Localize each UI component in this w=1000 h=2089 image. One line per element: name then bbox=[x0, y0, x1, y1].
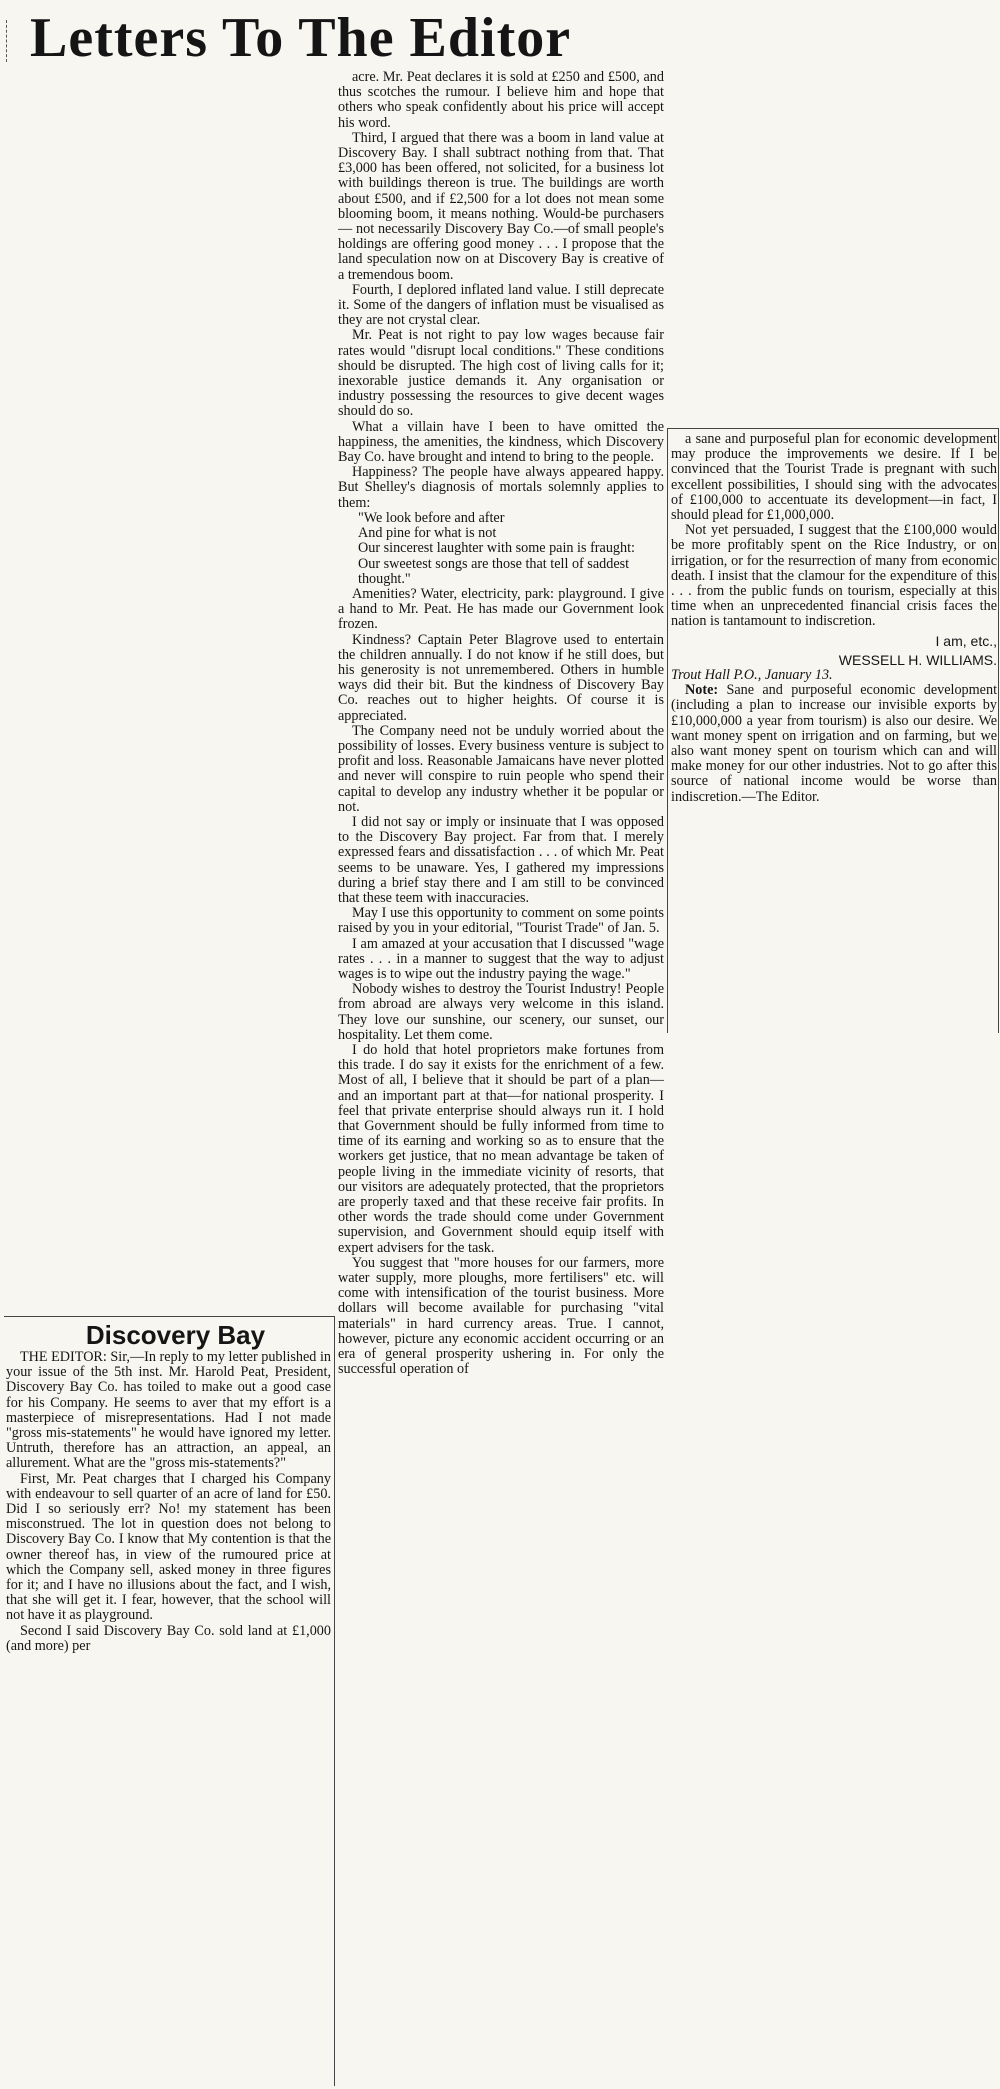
letter-signature: WESSELL H. WILLIAMS. bbox=[838, 651, 997, 668]
letter-paragraph: I did not say or imply or insinuate that I was opposed to the Discovery Bay project. Far from that. I merely expressed fears and dissatisfaction . . . of which Mr. Peat seems to be unaware. Yes, I gathered my impressions during a brief stay there and I am still to be convinced that these teem with inaccuracies. bbox=[338, 813, 664, 906]
letter-paragraph: May I use this opportunity to comment on some points raised by you in your editorial, "Tourist Trade" of Jan. 5. bbox=[338, 905, 664, 937]
verse-line: "We look before and after bbox=[358, 509, 505, 526]
letter-paragraph: First, Mr. Peat charges that I charged his Company with endeavour to sell quarter of an acre of land for £50. Did I so seriously err? No! my statement has been misconstrued. The lot in question does not belong to Discovery Bay Co. I know that My contention is that the owner thereof has, in view of the rumoured price at which the Company sell, asked money in three figures for it; and I have no illusions about the fact, and I wish, that she will get it. I fear, however, that the school will not have it as playground. bbox=[6, 1470, 331, 1624]
letter-paragraph: acre. Mr. Peat declares it is sold at £250 and £500, and thus scotches the rumour. I believe him and hope that others who speak confidently about his price will accept his word. bbox=[338, 70, 664, 131]
letter-dateline: Trout Hall P.O., January 13. bbox=[671, 667, 833, 684]
letter-paragraph: The Company need not be unduly worried about the possibility of losses. Every business venture is subject to profit and loss. Reasonable Jamaicans have never plotted and never will conspire to ruin people who spend their capital to develop any industry whether it be popular or not. bbox=[338, 722, 664, 815]
letter-paragraph: I am amazed at your accusation that I discussed "wage rates . . . in a manner to suggest that the way to adjust wages is to wipe out the industry paying the wage." bbox=[338, 935, 664, 982]
letter-paragraph: What a villain have I been to have omitted the happiness, the amenities, the kindness, which Discovery Bay Co. have brought and intend to bring to the people. bbox=[338, 418, 664, 466]
middle-column-divider bbox=[667, 428, 668, 1033]
letter-paragraph: Nobody wishes to destroy the Tourist Industry! People from abroad are always very welcome in this island. They love our sunshine, our scenery, our sunset, our hospitality. Let them come. bbox=[338, 981, 664, 1043]
editor-note bbox=[671, 683, 997, 805]
article-heading: Discovery Bay bbox=[85, 1320, 266, 1350]
letter-paragraph: Happiness? The people have always appeared happy. But Shelley's diagnosis of mortals solemnly applies to them: bbox=[338, 464, 664, 511]
letter-paragraph: Kindness? Captain Peter Blagrove used to entertain the children annually. I do not know if he still does, but his generosity is not unremembered. Others in humble ways did their bit. But the kindness of Discovery Bay Co. reaches out to higher heights. Of course it is appreciated. bbox=[338, 631, 664, 724]
verse-line: And pine for what is not bbox=[358, 525, 497, 542]
verse-line: Our sincerest laughter with some pain is fraught: bbox=[358, 540, 635, 557]
letter-paragraph: a sane and purposeful plan for economic development may produce the improvements we desire. If I be convinced that the Tourist Trade is pregnant with such excellent possibilities, I should sing with the advocates of £100,000 to accentuate its development—in fact, I should plead for £1,000,000. bbox=[671, 432, 997, 524]
letter-paragraph: You suggest that "more houses for our farmers, more water supply, more ploughs, more fertilisers" etc. will come with intensification of the tourist business. More dollars will become available for purchasing "vital materials" in hard currency areas. True. I cannot, however, picture any economic accident occurring or an era of general prosperity ushering in. For only the successful operation of bbox=[338, 1254, 664, 1378]
page-title: Letters To The Editor bbox=[30, 7, 572, 69]
right-column-edge bbox=[998, 428, 999, 1033]
letter-paragraph: THE EDITOR: Sir,—In reply to my letter published in your issue of the 5th inst. Mr. Harold Peat, President, Discovery Bay Co. has toiled to make out a good case for his Company. He seems to aver that my effort is a masterpiece of misrepresentations. Had I not made "gross mis-statements" he would have ignored my letter. Untruth, therefore has an attraction, an appeal, an allurement. What are the "gross mis-statements?" bbox=[6, 1349, 331, 1472]
editor-note-text: Sane and purposeful economic development (including a plan to increase our invisible exports by £10,000,000 a year from tourism) is also our desire. We want money spent on irrigation and on farming, but we also want money spent on tourism which can and will make money for our other industries. Not to go after this source of national income would be worse than indiscretion.—The Editor. bbox=[671, 682, 997, 805]
left-column-letter bbox=[6, 1320, 331, 2075]
letter-paragraph: Third, I argued that there was a boom in land value at Discovery Bay. I shall subtract nothing from that. That £3,000 has been offered, not solicited, for a business lot with buildings thereon is true. The buildings are worth about £500, and if £2,500 for a lot does not mean some blooming boom, it means nothing. Would-be purchasers — not necessarily Discovery Bay Co.—of small people's holdings are offering good money . . . I propose that the land speculation now on at Discovery Bay is creative of a tremendous boom. bbox=[338, 129, 664, 283]
right-column-top-rule bbox=[667, 428, 999, 429]
editor-note-label: Note: bbox=[685, 682, 719, 699]
letter-paragraph: Second I said Discovery Bay Co. sold land at £1,000 (and more) per bbox=[6, 1622, 331, 1654]
letter-paragraph: Amenities? Water, electricity, park: playground. I give a hand to Mr. Peat. He has made our Government look frozen. bbox=[338, 585, 664, 633]
right-column-letter bbox=[671, 432, 997, 1032]
scan-edge-mark bbox=[6, 20, 8, 62]
verse-line: Our sweetest songs are those that tell of saddest thought." bbox=[358, 555, 630, 587]
left-column-top-rule bbox=[4, 1316, 334, 1317]
letter-paragraph: Mr. Peat is not right to pay low wages because fair rates would "disrupt local conditions." These conditions should be disrupted. The high cost of living calls for it; inexorable justice demands it. Any organisation or industry possessing the resources to give decent wages should do so. bbox=[338, 327, 664, 420]
middle-column-letter bbox=[338, 70, 664, 2085]
letter-closing: I am, etc., bbox=[935, 632, 997, 649]
letter-paragraph: Not yet persuaded, I suggest that the £100,000 would be more profitably spent on the Rice Industry, or on irrigation, or for the resurrection of many from economic death. I insist that the clamour for the expenditure of this . . . from the public funds on tourism, especially at this time when an unprecedented financial crisis faces the nation is tantamount to indiscretion. bbox=[671, 522, 997, 630]
left-column-divider bbox=[334, 1316, 335, 2086]
letter-paragraph: I do hold that hotel proprietors make fortunes from this trade. I do say it exists for the enrichment of a few. Most of all, I believe that it should be part of a plan—and an important part at that—for national prosperity. I feel that private enterprise should always run it. I hold that Government should be fully informed from time to time of its earning and working so as to ensure that the workers get justice, that no mean advantage be taken of people living in the immediate vicinity of resorts, that our visitors are adequately protected, that the proprietors are properly taxed and that these receive fair profits. In other words the trade should come under Government supervision, and Government should equip itself with expert advisers for the task. bbox=[338, 1042, 664, 1256]
letter-paragraph: Fourth, I deplored inflated land value. I still deprecate it. Some of the dangers of inflation must be visualised as they are not crystal clear. bbox=[338, 281, 664, 329]
